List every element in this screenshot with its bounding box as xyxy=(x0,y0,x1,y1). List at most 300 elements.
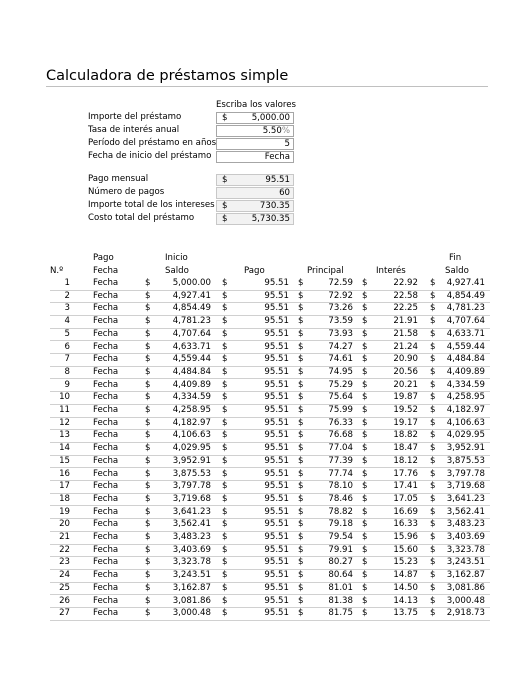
cell-number: 26 xyxy=(59,595,70,606)
cell-start-balance: 3,243.51 xyxy=(172,570,211,581)
cell-payment: 95.51 xyxy=(264,405,289,415)
cell-start-balance: 4,707.64 xyxy=(172,328,211,339)
currency-symbol: $ xyxy=(362,532,368,542)
total-cost-label: Costo total del préstamo xyxy=(88,213,195,223)
monthly-payment-cell xyxy=(216,174,294,186)
cell-end-balance: 4,106.63 xyxy=(446,417,485,428)
currency-symbol: $ xyxy=(145,570,151,581)
cell-payment: 95.51 xyxy=(264,354,289,365)
cell-principal: 74.61 xyxy=(328,354,353,365)
currency-symbol: $ xyxy=(362,417,368,428)
cell-payment: 95.51 xyxy=(264,316,289,327)
cell-payment: 95.51 xyxy=(264,506,289,517)
currency-symbol: $ xyxy=(362,278,368,288)
currency-symbol: $ xyxy=(298,557,304,568)
cell-start-balance: 3,562.41 xyxy=(172,519,211,530)
header-number: N.º xyxy=(50,266,64,276)
cell-date: Fecha xyxy=(93,405,119,415)
start-date-label: Fecha de inicio del préstamo xyxy=(88,151,212,161)
cell-number: 7 xyxy=(64,354,70,365)
currency-symbol: $ xyxy=(430,354,436,365)
header-date-bottom: Fecha xyxy=(93,266,119,276)
cell-end-balance: 3,562.41 xyxy=(446,506,485,517)
monthly-payment-label: Pago mensual xyxy=(88,174,149,184)
currency-symbol: $ xyxy=(298,493,304,504)
cell-date: Fecha xyxy=(93,290,119,301)
cell-end-balance: 3,875.53 xyxy=(446,455,485,466)
cell-start-balance: 4,927.41 xyxy=(172,290,211,301)
cell-number: 14 xyxy=(59,443,70,454)
cell-date: Fecha xyxy=(93,366,119,377)
cell-payment: 95.51 xyxy=(264,481,289,492)
cell-end-balance: 4,409.89 xyxy=(446,366,485,377)
cell-number: 11 xyxy=(59,405,70,415)
input-header: Escriba los valores xyxy=(216,100,296,110)
currency-symbol: $ xyxy=(145,316,151,327)
cell-principal: 78.46 xyxy=(328,493,353,504)
cell-end-balance: 4,559.44 xyxy=(446,341,485,352)
currency-symbol: $ xyxy=(362,303,368,314)
currency-symbol: $ xyxy=(298,290,304,301)
total-interest-label: Importe total de los intereses xyxy=(88,200,215,210)
total-cost-cell xyxy=(216,213,294,225)
currency-symbol: $ xyxy=(145,430,151,441)
cell-date: Fecha xyxy=(93,455,119,466)
currency-symbol: $ xyxy=(362,608,368,619)
currency-symbol: $ xyxy=(362,557,368,568)
header-start-top: Inicio xyxy=(165,253,188,263)
cell-principal: 78.10 xyxy=(328,481,353,492)
currency-symbol: $ xyxy=(222,532,228,542)
currency-symbol: $ xyxy=(430,303,436,314)
cell-end-balance: 4,484.84 xyxy=(446,354,485,365)
num-payments-cell xyxy=(216,187,294,199)
cell-end-balance: 3,719.68 xyxy=(446,481,485,492)
total-interest-cell xyxy=(216,200,294,212)
currency-symbol: $ xyxy=(362,468,368,479)
currency-symbol: $ xyxy=(222,595,228,606)
currency-symbol: $ xyxy=(298,519,304,530)
currency-symbol: $ xyxy=(298,608,304,619)
currency-symbol: $ xyxy=(298,455,304,466)
currency-symbol: $ xyxy=(362,392,368,403)
currency-symbol: $ xyxy=(362,519,368,530)
header-start-bottom: Saldo xyxy=(165,266,189,276)
cell-end-balance: 4,258.95 xyxy=(446,392,485,403)
currency-symbol: $ xyxy=(430,519,436,530)
currency-symbol: $ xyxy=(145,493,151,504)
cell-number: 22 xyxy=(59,544,70,555)
currency-symbol: $ xyxy=(362,341,368,352)
cell-start-balance: 3,875.53 xyxy=(172,468,211,479)
cell-end-balance: 3,081.86 xyxy=(446,582,485,593)
cell-number: 8 xyxy=(64,366,70,377)
cell-principal: 74.27 xyxy=(328,341,353,352)
cell-end-balance: 2,918.73 xyxy=(446,608,485,619)
cell-end-balance: 3,323.78 xyxy=(446,544,485,555)
currency-symbol: $ xyxy=(430,608,436,619)
currency-symbol: $ xyxy=(298,354,304,365)
cell-end-balance: 4,633.71 xyxy=(446,328,485,339)
currency-symbol: $ xyxy=(430,392,436,403)
cell-start-balance: 3,162.87 xyxy=(172,582,211,593)
cell-number: 16 xyxy=(59,468,70,479)
loan-period-field[interactable] xyxy=(216,138,294,150)
currency-symbol: $ xyxy=(222,544,228,555)
header-interest: Interés xyxy=(376,266,406,276)
cell-number: 13 xyxy=(59,430,70,441)
currency-symbol: $ xyxy=(298,532,304,542)
currency-symbol: $ xyxy=(145,582,151,593)
cell-number: 17 xyxy=(59,481,70,492)
cell-start-balance: 4,781.23 xyxy=(172,316,211,327)
cell-interest: 17.05 xyxy=(393,493,418,504)
cell-start-balance: 3,323.78 xyxy=(172,557,211,568)
currency-symbol: $ xyxy=(362,405,368,415)
currency-symbol: $ xyxy=(145,290,151,301)
currency-symbol: $ xyxy=(362,481,368,492)
cell-payment: 95.51 xyxy=(264,493,289,504)
cell-end-balance: 4,182.97 xyxy=(446,405,485,415)
page-title: Calculadora de préstamos simple xyxy=(46,68,289,84)
currency-symbol: $ xyxy=(298,430,304,441)
cell-interest: 14.87 xyxy=(393,570,418,581)
cell-principal: 81.75 xyxy=(328,608,353,619)
cell-interest: 13.75 xyxy=(393,608,418,619)
currency-symbol: $ xyxy=(222,316,228,327)
cell-payment: 95.51 xyxy=(264,341,289,352)
cell-interest: 21.91 xyxy=(393,316,418,327)
cell-payment: 95.51 xyxy=(264,379,289,390)
cell-principal: 75.29 xyxy=(328,379,353,390)
currency-symbol: $ xyxy=(145,608,151,619)
cell-start-balance: 3,403.69 xyxy=(172,544,211,555)
currency-symbol: $ xyxy=(145,354,151,365)
cell-principal: 75.99 xyxy=(328,405,353,415)
cell-number: 15 xyxy=(59,455,70,466)
cell-start-balance: 4,854.49 xyxy=(172,303,211,314)
cell-number: 5 xyxy=(64,328,70,339)
cell-principal: 79.54 xyxy=(328,532,353,542)
currency-symbol: $ xyxy=(222,468,228,479)
cell-payment: 95.51 xyxy=(264,519,289,530)
cell-date: Fecha xyxy=(93,316,119,327)
cell-end-balance: 4,781.23 xyxy=(446,303,485,314)
cell-interest: 19.17 xyxy=(393,417,418,428)
header-end-bottom: Saldo xyxy=(445,266,469,276)
loan-amount-value: 5,000.00 xyxy=(251,113,290,123)
currency-symbol: $ xyxy=(145,544,151,555)
header-end-top: Fin xyxy=(449,253,462,263)
cell-date: Fecha xyxy=(93,519,119,530)
cell-date: Fecha xyxy=(93,608,119,619)
cell-principal: 77.04 xyxy=(328,443,353,454)
cell-date: Fecha xyxy=(93,430,119,441)
currency-symbol: $ xyxy=(430,328,436,339)
currency-symbol: $ xyxy=(298,595,304,606)
title-divider xyxy=(46,86,488,87)
row-divider xyxy=(50,620,490,621)
cell-interest: 21.24 xyxy=(393,341,418,352)
cell-number: 3 xyxy=(64,303,70,314)
currency-symbol: $ xyxy=(430,468,436,479)
currency-symbol: $ xyxy=(222,290,228,301)
currency-symbol: $ xyxy=(222,506,228,517)
currency-symbol: $ xyxy=(362,595,368,606)
cell-number: 23 xyxy=(59,557,70,568)
cell-start-balance: 4,409.89 xyxy=(172,379,211,390)
cell-date: Fecha xyxy=(93,468,119,479)
cell-start-balance: 3,952.91 xyxy=(172,455,211,466)
currency-symbol: $ xyxy=(430,290,436,301)
currency-symbol: $ xyxy=(362,430,368,441)
cell-principal: 80.27 xyxy=(328,557,353,568)
currency-symbol: $ xyxy=(222,582,228,593)
currency-symbol: $ xyxy=(430,278,436,288)
cell-date: Fecha xyxy=(93,557,119,568)
currency-symbol: $ xyxy=(222,303,228,314)
header-date-top: Pago xyxy=(93,253,114,263)
cell-payment: 95.51 xyxy=(264,570,289,581)
cell-principal: 73.26 xyxy=(328,303,353,314)
header-principal: Principal xyxy=(307,266,344,276)
cell-interest: 14.13 xyxy=(393,595,418,606)
cell-start-balance: 4,334.59 xyxy=(172,392,211,403)
currency-symbol: $ xyxy=(362,354,368,365)
currency-symbol: $ xyxy=(298,481,304,492)
currency-symbol: $ xyxy=(145,303,151,314)
cell-payment: 95.51 xyxy=(264,595,289,606)
cell-date: Fecha xyxy=(93,582,119,593)
cell-payment: 95.51 xyxy=(264,544,289,555)
currency-symbol: $ xyxy=(362,379,368,390)
loan-period-value: 5 xyxy=(284,139,290,149)
currency-symbol: $ xyxy=(145,405,151,415)
cell-interest: 14.50 xyxy=(393,582,418,593)
cell-end-balance: 3,243.51 xyxy=(446,557,485,568)
cell-principal: 79.18 xyxy=(328,519,353,530)
cell-start-balance: 3,641.23 xyxy=(172,506,211,517)
cell-payment: 95.51 xyxy=(264,443,289,454)
cell-number: 9 xyxy=(64,379,70,390)
cell-principal: 73.93 xyxy=(328,328,353,339)
currency-symbol: $ xyxy=(145,417,151,428)
cell-start-balance: 3,719.68 xyxy=(172,493,211,504)
cell-payment: 95.51 xyxy=(264,430,289,441)
currency-symbol: $ xyxy=(430,506,436,517)
currency-symbol: $ xyxy=(430,532,436,542)
currency-symbol: $ xyxy=(145,455,151,466)
currency-symbol: $ xyxy=(298,570,304,581)
currency-symbol: $ xyxy=(362,506,368,517)
currency-symbol: $ xyxy=(362,443,368,454)
cell-date: Fecha xyxy=(93,544,119,555)
cell-date: Fecha xyxy=(93,392,119,403)
cell-payment: 95.51 xyxy=(264,455,289,466)
currency-symbol: $ xyxy=(298,468,304,479)
currency-symbol: $ xyxy=(298,303,304,314)
currency-symbol: $ xyxy=(298,582,304,593)
cell-number: 6 xyxy=(64,341,70,352)
cell-number: 24 xyxy=(59,570,70,581)
currency-symbol: $ xyxy=(222,328,228,339)
cell-end-balance: 3,162.87 xyxy=(446,570,485,581)
currency-symbol: $ xyxy=(222,278,228,288)
cell-payment: 95.51 xyxy=(264,366,289,377)
num-payments-value: 60 xyxy=(279,188,290,198)
currency-symbol: $ xyxy=(362,493,368,504)
currency-symbol: $ xyxy=(430,405,436,415)
currency-symbol: $ xyxy=(145,506,151,517)
cell-start-balance: 4,258.95 xyxy=(172,405,211,415)
currency-symbol: $ xyxy=(430,544,436,555)
cell-end-balance: 3,403.69 xyxy=(446,532,485,542)
currency-symbol: $ xyxy=(430,443,436,454)
currency-symbol: $ xyxy=(222,354,228,365)
cell-payment: 95.51 xyxy=(264,328,289,339)
cell-interest: 17.41 xyxy=(393,481,418,492)
cell-principal: 81.01 xyxy=(328,582,353,593)
currency-symbol: $ xyxy=(362,570,368,581)
currency-symbol: $ xyxy=(145,379,151,390)
num-payments-label: Número de pagos xyxy=(88,187,165,197)
currency-symbol: $ xyxy=(145,481,151,492)
currency-symbol: $ xyxy=(298,316,304,327)
cell-principal: 77.74 xyxy=(328,468,353,479)
currency-symbol: $ xyxy=(362,328,368,339)
cell-interest: 15.23 xyxy=(393,557,418,568)
cell-date: Fecha xyxy=(93,570,119,581)
currency-symbol: $ xyxy=(298,544,304,555)
currency-symbol: $ xyxy=(298,417,304,428)
interest-rate-label: Tasa de interés anual xyxy=(88,125,180,135)
cell-end-balance: 3,641.23 xyxy=(446,493,485,504)
currency-symbol: $ xyxy=(222,417,228,428)
currency-symbol: $ xyxy=(430,557,436,568)
currency-symbol: $ xyxy=(145,443,151,454)
currency-symbol: $ xyxy=(430,341,436,352)
currency-symbol: $ xyxy=(362,366,368,377)
cell-date: Fecha xyxy=(93,278,119,288)
currency-symbol: $ xyxy=(430,493,436,504)
cell-interest: 18.47 xyxy=(393,443,418,454)
cell-end-balance: 3,797.78 xyxy=(446,468,485,479)
cell-start-balance: 4,182.97 xyxy=(172,417,211,428)
currency-symbol: $ xyxy=(430,366,436,377)
currency-symbol: $ xyxy=(145,366,151,377)
currency-symbol: $ xyxy=(222,481,228,492)
currency-symbol: $ xyxy=(362,582,368,593)
cell-principal: 77.39 xyxy=(328,455,353,466)
currency-symbol: $ xyxy=(430,481,436,492)
cell-start-balance: 5,000.00 xyxy=(172,278,211,288)
cell-number: 12 xyxy=(59,417,70,428)
cell-interest: 20.56 xyxy=(393,366,418,377)
cell-interest: 15.60 xyxy=(393,544,418,555)
cell-date: Fecha xyxy=(93,481,119,492)
cell-payment: 95.51 xyxy=(264,608,289,619)
cell-end-balance: 4,334.59 xyxy=(446,379,485,390)
percent-suffix: % xyxy=(281,126,290,136)
cell-date: Fecha xyxy=(93,341,119,352)
currency-symbol: $ xyxy=(222,608,228,619)
cell-payment: 95.51 xyxy=(264,417,289,428)
cell-interest: 22.25 xyxy=(393,303,418,314)
currency-symbol: $ xyxy=(222,201,228,211)
currency-symbol: $ xyxy=(222,405,228,415)
cell-end-balance: 4,927.41 xyxy=(446,278,485,288)
currency-symbol: $ xyxy=(430,582,436,593)
cell-date: Fecha xyxy=(93,354,119,365)
cell-payment: 95.51 xyxy=(264,392,289,403)
cell-interest: 18.82 xyxy=(393,430,418,441)
currency-symbol: $ xyxy=(145,468,151,479)
currency-symbol: $ xyxy=(222,175,228,185)
cell-date: Fecha xyxy=(93,328,119,339)
cell-date: Fecha xyxy=(93,532,119,542)
cell-start-balance: 3,483.23 xyxy=(172,532,211,542)
cell-end-balance: 4,707.64 xyxy=(446,316,485,327)
currency-symbol: $ xyxy=(298,443,304,454)
cell-number: 21 xyxy=(59,532,70,542)
start-date-field[interactable] xyxy=(216,151,294,163)
cell-principal: 73.59 xyxy=(328,316,353,327)
total-interest-value: 730.35 xyxy=(259,201,290,211)
monthly-payment-value: 95.51 xyxy=(265,175,290,185)
currency-symbol: $ xyxy=(298,392,304,403)
currency-symbol: $ xyxy=(430,570,436,581)
cell-date: Fecha xyxy=(93,595,119,606)
currency-symbol: $ xyxy=(222,493,228,504)
currency-symbol: $ xyxy=(145,557,151,568)
currency-symbol: $ xyxy=(145,392,151,403)
cell-payment: 95.51 xyxy=(264,532,289,542)
loan-amount-label: Importe del préstamo xyxy=(88,112,182,122)
cell-interest: 21.58 xyxy=(393,328,418,339)
currency-symbol: $ xyxy=(222,455,228,466)
currency-symbol: $ xyxy=(298,405,304,415)
cell-principal: 74.95 xyxy=(328,366,353,377)
cell-number: 18 xyxy=(59,493,70,504)
cell-payment: 95.51 xyxy=(264,278,289,288)
currency-symbol: $ xyxy=(145,595,151,606)
currency-symbol: $ xyxy=(362,544,368,555)
currency-symbol: $ xyxy=(430,455,436,466)
currency-symbol: $ xyxy=(145,532,151,542)
cell-number: 19 xyxy=(59,506,70,517)
cell-end-balance: 4,029.95 xyxy=(446,430,485,441)
cell-payment: 95.51 xyxy=(264,290,289,301)
interest-rate-field[interactable] xyxy=(216,125,294,137)
cell-principal: 79.91 xyxy=(328,544,353,555)
cell-payment: 95.51 xyxy=(264,468,289,479)
interest-rate-value: 5.50 xyxy=(262,126,282,136)
currency-symbol: $ xyxy=(222,392,228,403)
currency-symbol: $ xyxy=(222,379,228,390)
cell-end-balance: 3,952.91 xyxy=(446,443,485,454)
currency-symbol: $ xyxy=(222,557,228,568)
loan-amount-field[interactable] xyxy=(216,112,294,124)
cell-interest: 16.33 xyxy=(393,519,418,530)
cell-principal: 78.82 xyxy=(328,506,353,517)
cell-start-balance: 3,797.78 xyxy=(172,481,211,492)
currency-symbol: $ xyxy=(145,519,151,530)
currency-symbol: $ xyxy=(222,430,228,441)
currency-symbol: $ xyxy=(362,455,368,466)
currency-symbol: $ xyxy=(298,278,304,288)
currency-symbol: $ xyxy=(430,379,436,390)
cell-start-balance: 4,633.71 xyxy=(172,341,211,352)
